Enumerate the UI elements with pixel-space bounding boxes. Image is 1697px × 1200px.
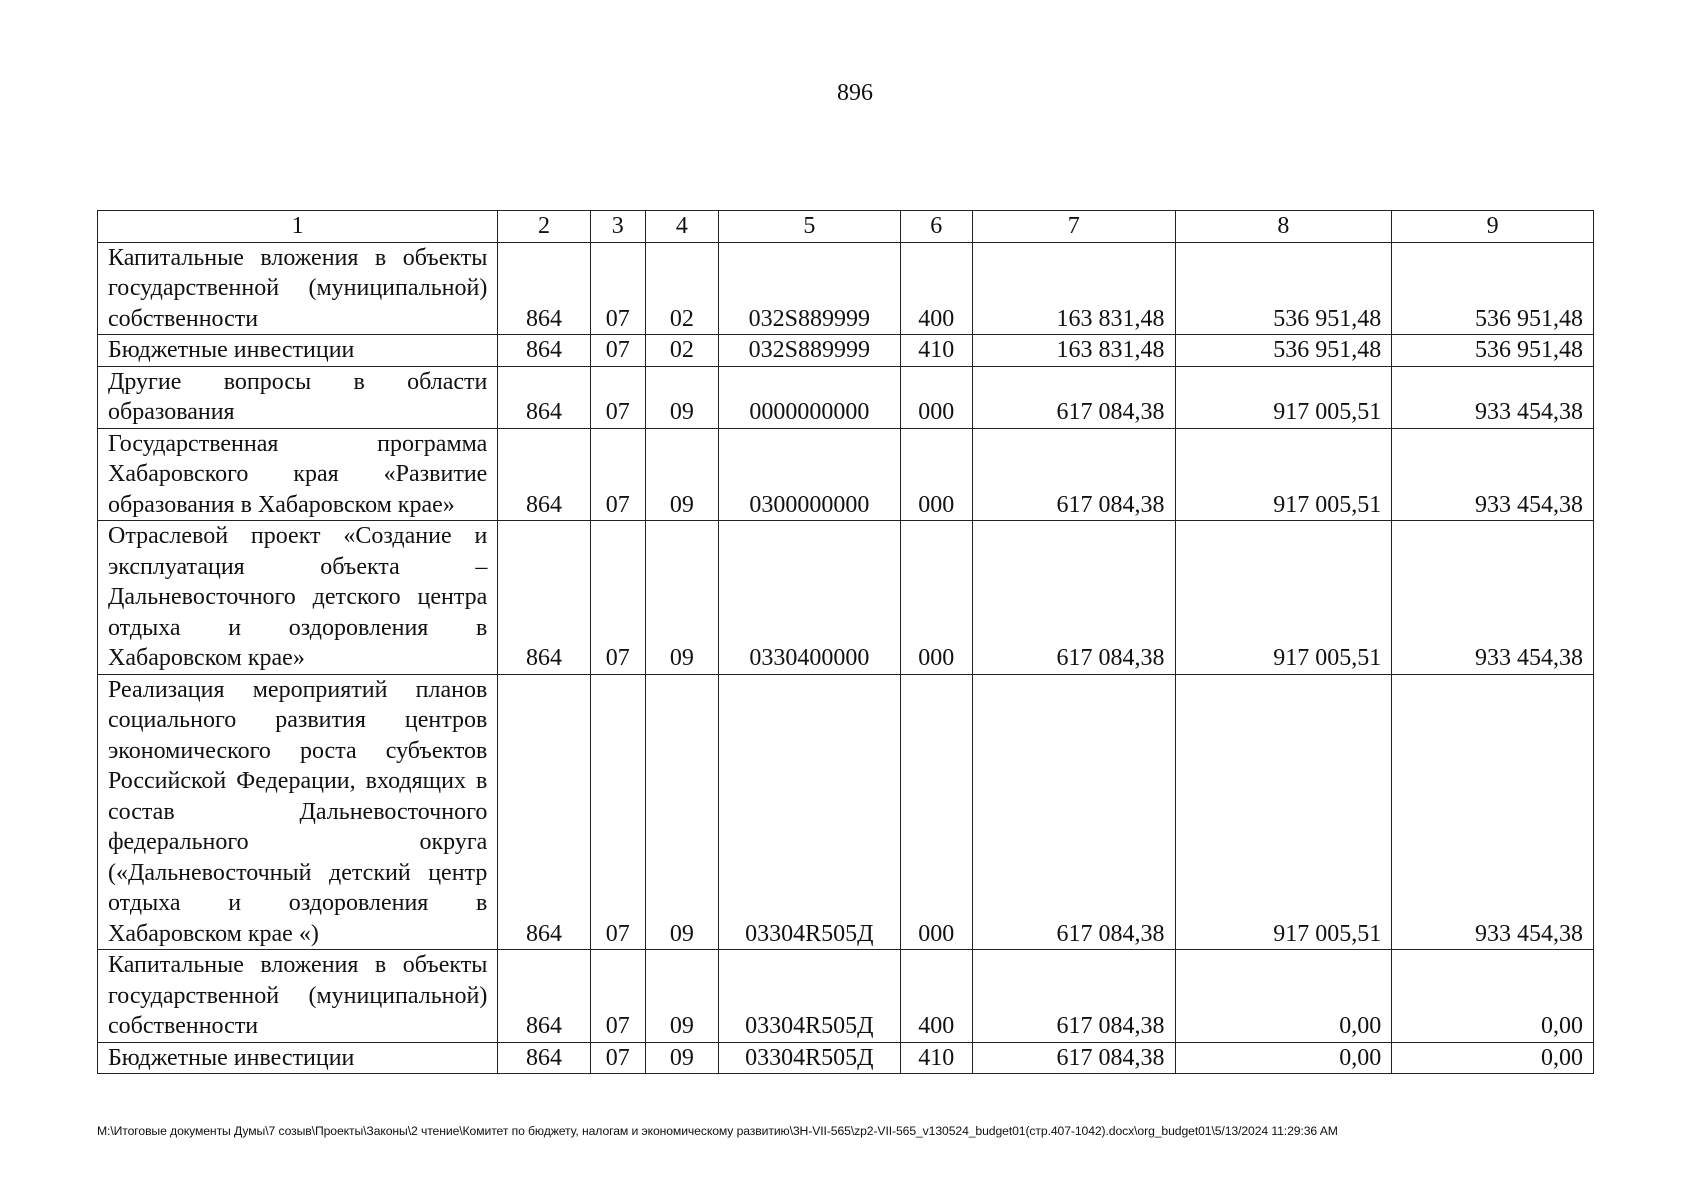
- table-row: [98, 521, 1594, 675]
- row-pr: 09: [645, 950, 718, 1043]
- table-row: [98, 950, 1594, 1043]
- row-rz: 07: [590, 1042, 645, 1074]
- row-y3: 933 454,38: [1392, 521, 1594, 675]
- table-row: [98, 335, 1594, 367]
- row-y1: 163 831,48: [972, 242, 1175, 335]
- row-csr: 0000000000: [719, 366, 901, 428]
- row-y3: 933 454,38: [1392, 428, 1594, 521]
- row-name: Бюджетные инвестиции: [98, 1042, 498, 1074]
- row-ved: 864: [498, 950, 590, 1043]
- row-y1: 163 831,48: [972, 335, 1175, 367]
- table-row: [98, 366, 1594, 428]
- row-y2: 917 005,51: [1175, 521, 1392, 675]
- row-ved: 864: [498, 674, 590, 950]
- row-y3: 0,00: [1392, 1042, 1594, 1074]
- row-y2: 0,00: [1175, 1042, 1392, 1074]
- row-y3: 933 454,38: [1392, 674, 1594, 950]
- row-rz: 07: [590, 428, 645, 521]
- column-header: 6: [900, 211, 972, 243]
- row-vr: 000: [900, 366, 972, 428]
- table-row: [98, 428, 1594, 521]
- row-y2: 0,00: [1175, 950, 1392, 1043]
- row-vr: 000: [900, 674, 972, 950]
- row-y3: 536 951,48: [1392, 335, 1594, 367]
- row-pr: 02: [645, 335, 718, 367]
- row-name: Реализация мероприятий планов социального развития центров экономического роста субъектов Российской Федерации, входящих в состав Дальневосточного федерального округа («Дальневосточный детский центр отдыха и оздоровления в Хабаровском крае «): [98, 674, 498, 950]
- row-csr: 0300000000: [719, 428, 901, 521]
- row-y1: 617 084,38: [972, 366, 1175, 428]
- file-path-footer: M:\Итоговые документы Думы\7 созыв\Проекты\Законы\2 чтение\Комитет по бюджету, налогам и экономическому развитию\3Н-VII-565\zp2-VII-565_v130524_budget01(стр.407-1042).docx\org_budget01\5/13/2024 11:29:36 AM: [97, 1124, 1338, 1138]
- row-csr: 0330400000: [719, 521, 901, 675]
- row-y2: 917 005,51: [1175, 366, 1392, 428]
- row-y2: 536 951,48: [1175, 335, 1392, 367]
- row-y2: 917 005,51: [1175, 428, 1392, 521]
- row-y1: 617 084,38: [972, 521, 1175, 675]
- row-pr: 09: [645, 428, 718, 521]
- row-name: Другие вопросы в области образования: [98, 366, 498, 428]
- column-header: 3: [590, 211, 645, 243]
- row-csr: 032S889999: [719, 335, 901, 367]
- row-name: Государственная программа Хабаровского края «Развитие образования в Хабаровском крае»: [98, 428, 498, 521]
- row-name: Отраслевой проект «Создание и эксплуатация объекта – Дальневосточного детского центра отдыха и оздоровления в Хабаровском крае»: [98, 521, 498, 675]
- row-y3: 933 454,38: [1392, 366, 1594, 428]
- column-header: 7: [972, 211, 1175, 243]
- row-csr: 032S889999: [719, 242, 901, 335]
- row-vr: 400: [900, 242, 972, 335]
- row-csr: 03304R505Д: [719, 674, 901, 950]
- row-name: Бюджетные инвестиции: [98, 335, 498, 367]
- row-ved: 864: [498, 521, 590, 675]
- row-csr: 03304R505Д: [719, 950, 901, 1043]
- row-name: Капитальные вложения в объекты государственной (муниципальной) собственности: [98, 242, 498, 335]
- row-y1: 617 084,38: [972, 674, 1175, 950]
- row-rz: 07: [590, 242, 645, 335]
- row-ved: 864: [498, 335, 590, 367]
- row-vr: 410: [900, 1042, 972, 1074]
- row-rz: 07: [590, 950, 645, 1043]
- column-header: 4: [645, 211, 718, 243]
- header-row: [98, 211, 1594, 243]
- column-header: 1: [98, 211, 498, 243]
- row-y2: 917 005,51: [1175, 674, 1392, 950]
- column-header: 5: [719, 211, 901, 243]
- row-pr: 09: [645, 366, 718, 428]
- column-header: 2: [498, 211, 590, 243]
- row-vr: 410: [900, 335, 972, 367]
- row-name: Капитальные вложения в объекты государственной (муниципальной) собственности: [98, 950, 498, 1043]
- row-rz: 07: [590, 366, 645, 428]
- page-number: 896: [837, 80, 873, 106]
- row-vr: 400: [900, 950, 972, 1043]
- table-row: [98, 1042, 1594, 1074]
- table-row: [98, 242, 1594, 335]
- budget-table: [97, 210, 1594, 1074]
- row-ved: 864: [498, 366, 590, 428]
- row-y3: 536 951,48: [1392, 242, 1594, 335]
- row-y2: 536 951,48: [1175, 242, 1392, 335]
- table-row: [98, 674, 1594, 950]
- row-ved: 864: [498, 428, 590, 521]
- column-header: 9: [1392, 211, 1594, 243]
- row-y1: 617 084,38: [972, 428, 1175, 521]
- row-csr: 03304R505Д: [719, 1042, 901, 1074]
- row-rz: 07: [590, 521, 645, 675]
- row-vr: 000: [900, 428, 972, 521]
- row-vr: 000: [900, 521, 972, 675]
- row-y1: 617 084,38: [972, 1042, 1175, 1074]
- row-pr: 09: [645, 521, 718, 675]
- row-pr: 09: [645, 674, 718, 950]
- column-header: 8: [1175, 211, 1392, 243]
- row-rz: 07: [590, 335, 645, 367]
- row-ved: 864: [498, 1042, 590, 1074]
- row-rz: 07: [590, 674, 645, 950]
- row-pr: 09: [645, 1042, 718, 1074]
- row-y1: 617 084,38: [972, 950, 1175, 1043]
- row-ved: 864: [498, 242, 590, 335]
- row-y3: 0,00: [1392, 950, 1594, 1043]
- row-pr: 02: [645, 242, 718, 335]
